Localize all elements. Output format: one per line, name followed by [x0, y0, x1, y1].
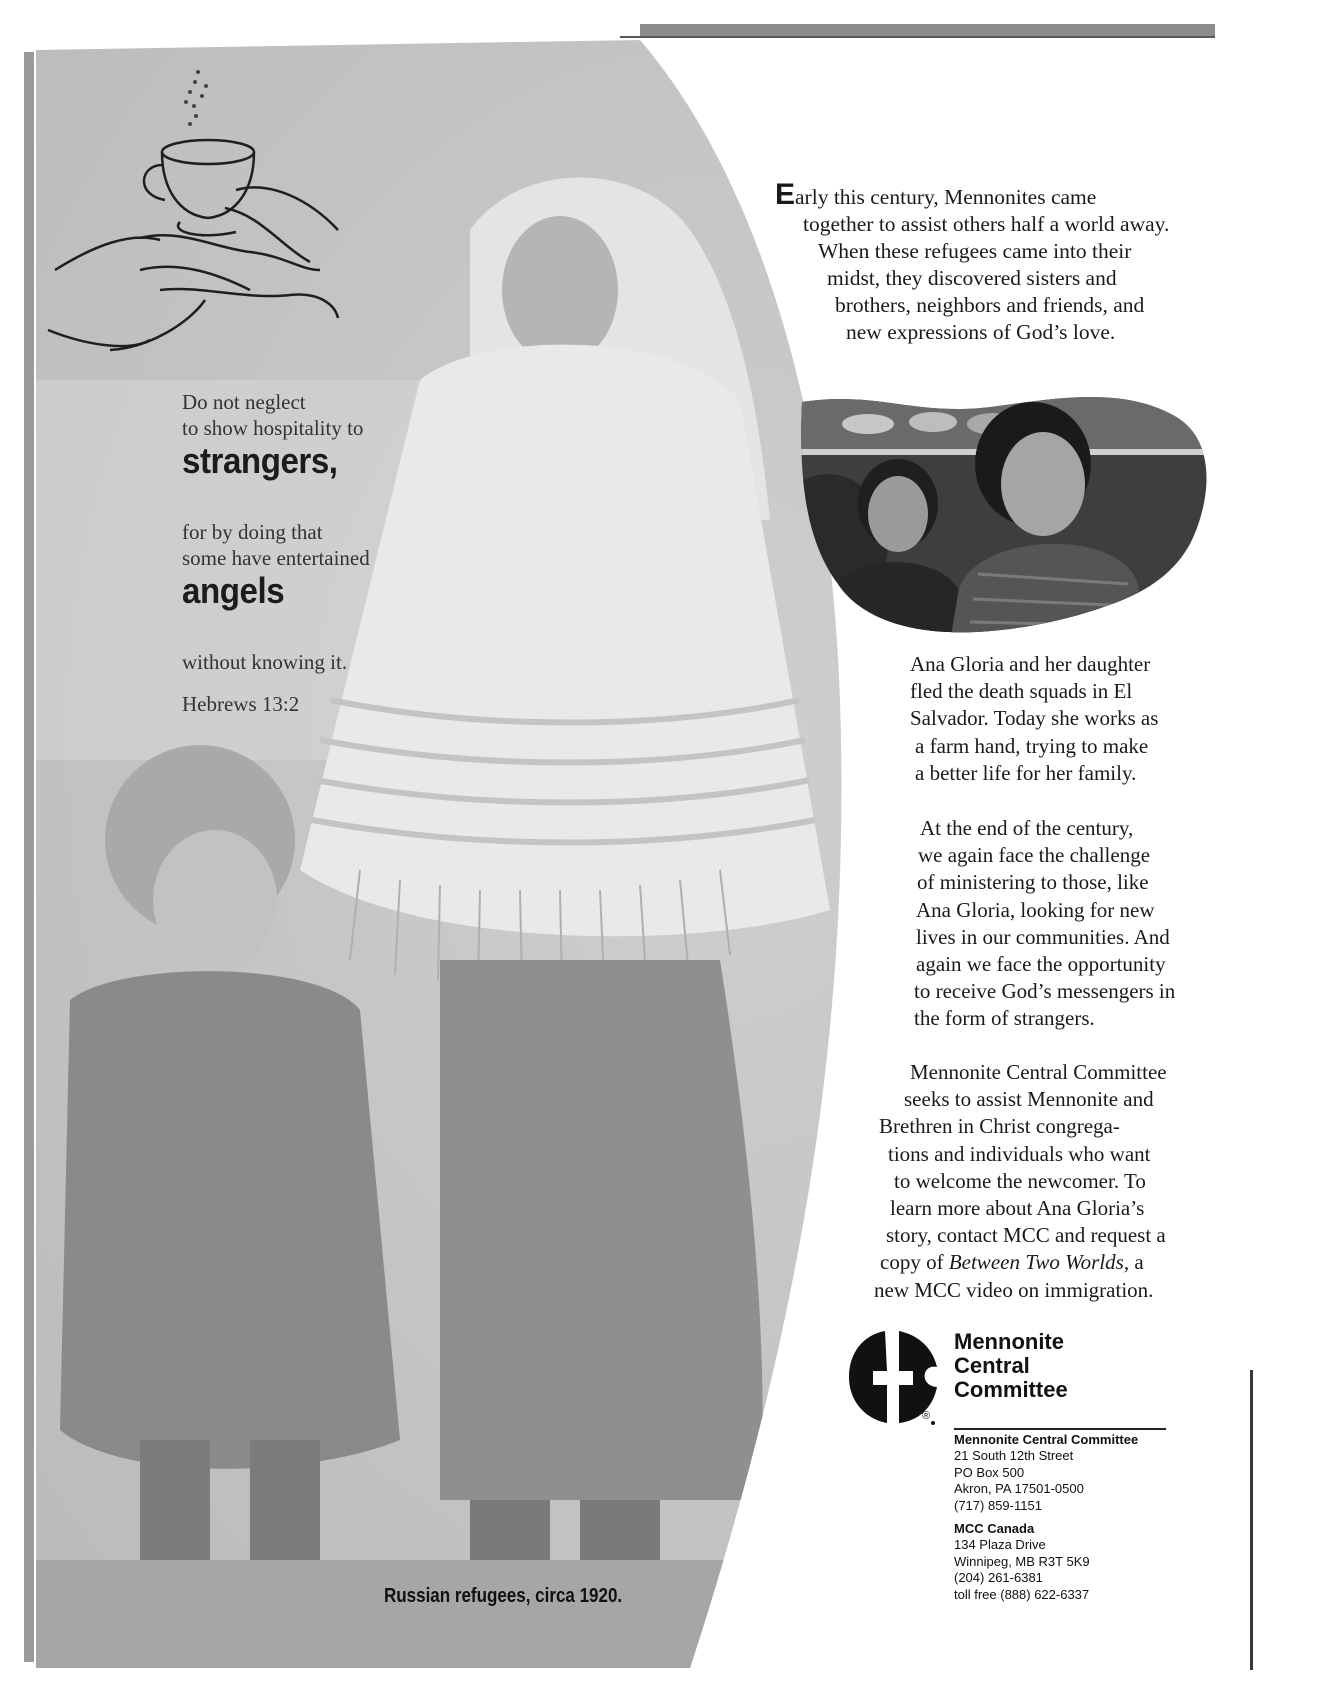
verse-line: Do not neglect	[182, 390, 306, 414]
paragraph-line: learn more about Ana Gloria’s	[890, 1196, 1145, 1221]
intro-line: brothers, neighbors and friends, and	[835, 293, 1145, 317]
child-coat	[60, 971, 400, 1469]
paragraph-ana-gloria	[910, 651, 1158, 787]
verse-line: to show hospitality to	[182, 416, 364, 440]
paragraph-century	[916, 815, 1175, 1033]
paragraph-line: seeks to assist Mennonite and	[904, 1087, 1154, 1112]
paragraph-line: we again face the challenge	[918, 843, 1151, 868]
verse-line: some have entertained	[182, 546, 370, 570]
logo-line: Central	[954, 1353, 1030, 1378]
paragraph-mcc	[874, 1059, 1167, 1304]
paragraph-line: tions and individuals who want	[888, 1141, 1151, 1166]
verse-strangers: strangers,	[182, 440, 338, 481]
address-canada	[954, 1521, 1138, 1603]
address-ca-name: MCC Canada	[954, 1521, 1035, 1537]
verse-source: Hebrews 13:2	[182, 692, 300, 716]
address-ca-city: Winnipeg, MB R3T 5K9	[954, 1553, 1090, 1569]
paragraph-line: of ministering to those, like	[917, 870, 1149, 895]
paragraph-line: again we face the opportunity	[916, 952, 1166, 977]
paragraph-line: Salvador. Today she works as	[910, 706, 1159, 731]
address-block	[954, 1432, 1138, 1603]
mcc-logo-wordmark	[954, 1330, 1068, 1402]
address-divider	[954, 1428, 1166, 1430]
address-ca-tollfree: toll free (888) 622-6337	[954, 1586, 1090, 1602]
verse-line: without knowing it.	[182, 650, 348, 674]
registered-mark: ®	[922, 1410, 931, 1422]
woman-face	[502, 216, 618, 364]
address-us-name: Mennonite Central Committee	[954, 1432, 1139, 1447]
paragraph-line: story, contact MCC and request a	[886, 1223, 1166, 1248]
logo-line: Committee	[954, 1377, 1068, 1402]
paragraph-line: fled the death squads in El	[910, 679, 1133, 704]
address-ca-phone: (204) 261-6381	[954, 1570, 1043, 1586]
drop-cap: E	[775, 178, 796, 211]
address-us-city: Akron, PA 17501-0500	[954, 1481, 1084, 1497]
ana-gloria-photo	[798, 394, 1210, 644]
paragraph-line: to receive God’s messengers in	[914, 979, 1176, 1004]
verse-angels: angels	[182, 570, 285, 611]
paragraph-line: copy of	[880, 1250, 949, 1275]
verse-line: for by doing that	[182, 520, 323, 544]
address-us	[954, 1432, 1138, 1514]
intro-line: When these refugees came into their	[818, 239, 1132, 263]
paragraph-line: Mennonite Central Committee	[910, 1060, 1167, 1084]
address-us-pobox: PO Box 500	[954, 1464, 1025, 1480]
paragraph-line: Brethren in Christ congrega-	[879, 1114, 1120, 1139]
intro-line: new expressions of God’s love.	[846, 320, 1116, 344]
paragraph-line: to welcome the newcomer. To	[894, 1168, 1146, 1193]
intro-line: midst, they discovered sisters and	[827, 266, 1117, 290]
address-us-street: 21 South 12th Street	[954, 1448, 1074, 1464]
paragraph-line: the form of strangers.	[914, 1006, 1095, 1031]
child-face	[153, 830, 277, 970]
paragraph-line: new MCC video on immigration.	[874, 1277, 1154, 1302]
intro-line: arly this century, Mennonites came	[795, 185, 1097, 209]
video-title: Between Two Worlds,	[948, 1250, 1130, 1275]
paragraph-line: Ana Gloria, looking for new	[916, 897, 1155, 922]
paragraph-line: a	[1129, 1250, 1144, 1275]
paragraph-line: At the end of the century,	[920, 816, 1134, 840]
intro-paragraph	[775, 178, 1225, 346]
paragraph-line: Ana Gloria and her daughter	[910, 652, 1151, 676]
scripture-verse	[182, 389, 442, 717]
intro-line: together to assist others half a world away.	[803, 212, 1170, 236]
dark-skirt	[440, 960, 763, 1500]
photo-caption: Russian refugees, circa 1920.	[384, 1585, 623, 1607]
paragraph-line: lives in our communities. And	[916, 924, 1170, 949]
logo-line: Mennonite	[954, 1329, 1064, 1354]
address-us-phone: (717) 859-1151	[954, 1497, 1042, 1513]
paragraph-line: a farm hand, trying to make	[915, 733, 1149, 758]
address-ca-street: 134 Plaza Drive	[954, 1537, 1046, 1553]
paragraph-line: a better life for her family.	[915, 760, 1137, 785]
